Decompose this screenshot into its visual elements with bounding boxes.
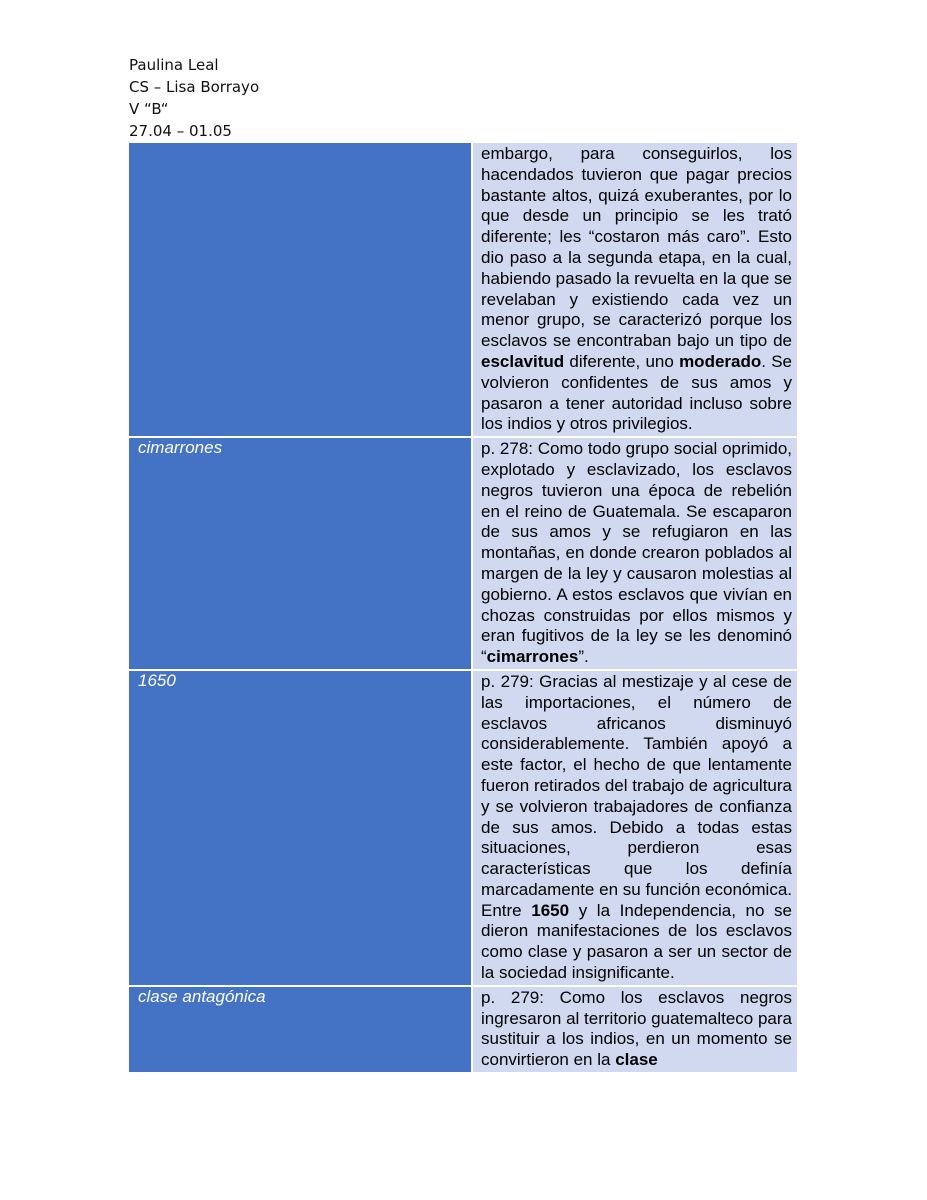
definition-cell [472,986,797,1073]
table-row [129,986,797,1073]
term-cell [129,143,472,437]
bold-keyword: clase [615,1050,658,1070]
definition-cell [472,437,797,670]
course-teacher: CS – Lisa Borrayo [129,78,260,96]
definition-text: p. 278: Como todo grupo social oprimido, explotado y esclavizado, los esclavos negros tuvieron una época de rebelión en el reino de Guatemala. Se escaparon de sus amos y se refugiaron en las montañas, en donde crearon poblados al margen de la ley y causaron molestias al gobierno. A estos esclavos que vivían en chozas construidas por ellos mismos y eran fugitivos de la ley se les denominó “ [481,439,792,667]
table-row [129,437,797,670]
definition-text: p. 279: Como los esclavos negros ingresaron al territorio guatemalteco para sustituir a los indios, en un momento se convirtieron en la [481,987,792,1070]
definition-text: embargo, para conseguirlos, los hacendados tuvieron que pagar precios bastante altos, quizá exuberantes, por lo que desde un principio se les trató diferente; les “costaron más caro”. Esto dio paso a la segunda etapa, en la cual, habiendo pasado la revuelta en la que se revelaban y existiendo cada vez un menor grupo, se caracterizó porque los esclavos se encontraban bajo un tipo de [481,144,792,351]
definition-text: p. 279: Gracias al mestizaje y al cese de las importaciones, el número de esclavos africanos disminuyó considerablemente. También apoyó a este factor, el hecho de que lentamente fueron retirados del trabajo de agricultura y se volvieron trabajadores de confianza de sus amos. Debido a todas estas situaciones, perdieron esas características que los definía marcadamente en su función económica. Entre [481,671,792,920]
definition-cell [472,670,797,986]
bold-keyword: esclavitud [481,351,565,371]
date-range: 27.04 – 01.05 [129,122,232,140]
definition-text: . Se volvieron confidentes de sus amos y pasaron a tener autoridad incluso sobre los indios y otros privilegios. [481,351,792,434]
definition-cell [472,143,797,437]
definition-text: diferente, uno [564,351,680,371]
student-name: Paulina Leal [129,56,219,74]
class-section: V “B“ [129,100,169,118]
bold-keyword: moderado [679,351,762,371]
document-header [129,54,259,142]
table-row [129,670,797,986]
glossary-table [129,143,797,1074]
bold-keyword: 1650 [531,900,570,920]
term-cell: cimarrones [129,437,472,670]
table-row [129,143,797,437]
bold-keyword: cimarrones [486,647,579,667]
definition-text: ”. [578,647,589,667]
term-cell: 1650 [129,670,472,986]
term-cell: clase antagónica [129,986,472,1073]
definition-text: y la Independencia, no se dieron manifestaciones de los esclavos como clase y pasaron a ser un sector de la sociedad insignificante. [481,900,792,983]
